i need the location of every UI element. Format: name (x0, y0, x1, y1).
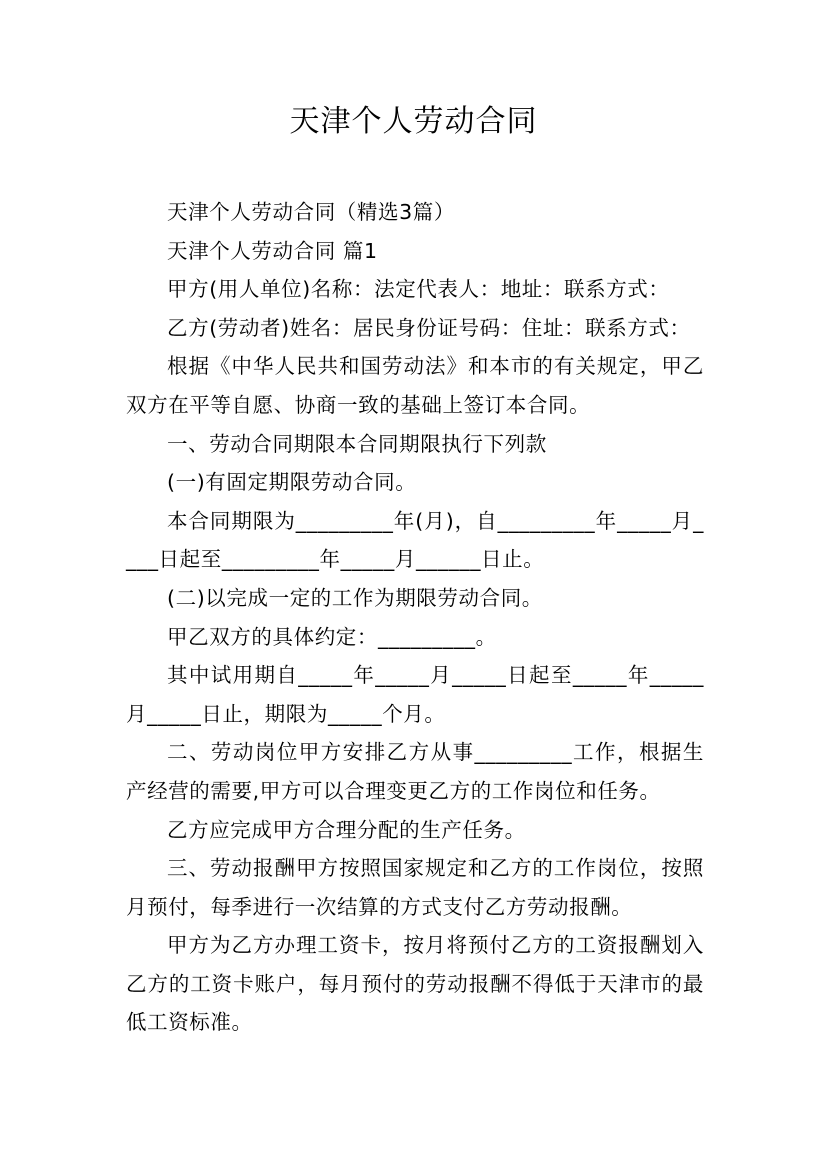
paragraph-party-a: 甲方(用人单位)名称：法定代表人：地址：联系方式： (167, 277, 670, 302)
paragraph-term-heading: 一、劳动合同期限本合同期限执行下列款 (167, 431, 547, 456)
paragraph-specific-agreement: 甲乙双方的具体约定：_________。 (167, 624, 497, 649)
document-body (126, 193, 704, 1042)
paragraph-job-position: 二、劳动岗位甲方安排乙方从事_________工作，根据生产经营的需要,甲方可以合理变更乙方的工作岗位和任务。 (126, 740, 704, 803)
paragraph-salary-card: 甲方为乙方办理工资卡，按月将预付乙方的工资报酬划入乙方的工资卡账户，每月预付的劳动报酬不得低于天津市的最低工资标准。 (126, 933, 704, 1035)
paragraph-party-b: 乙方(劳动者)姓名：居民身份证号码：住址：联系方式： (167, 315, 691, 340)
paragraph-fixed-term: (一)有固定期限劳动合同。 (167, 470, 417, 495)
paragraph-term-period: 本合同期限为_________年(月)，自_________年_____月____日起至_________年_____月______日止。 (126, 508, 704, 572)
paragraph-remuneration: 三、劳动报酬甲方按照国家规定和乙方的工作岗位，按照月预付，每季进行一次结算的方式支付乙方劳动报酬。 (126, 856, 704, 919)
paragraph-subtitle: 天津个人劳动合同（精选3篇） (167, 200, 455, 224)
paragraph-preamble: 根据《中华人民共和国劳动法》和本市的有关规定，甲乙双方在平等自愿、协商一致的基础上签订本合同。 (126, 354, 704, 417)
paragraph-section-heading: 天津个人劳动合同 篇1 (167, 238, 378, 263)
document-title: 天津个人劳动合同 (289, 104, 538, 139)
paragraph-job-tasks: 乙方应完成甲方合理分配的生产任务。 (167, 817, 526, 842)
paragraph-task-term: (二)以完成一定的工作为期限劳动合同。 (167, 585, 543, 610)
paragraph-probation: 其中试用期自_____年_____月_____日起至_____年_____月_____日止，期限为_____个月。 (126, 663, 704, 726)
